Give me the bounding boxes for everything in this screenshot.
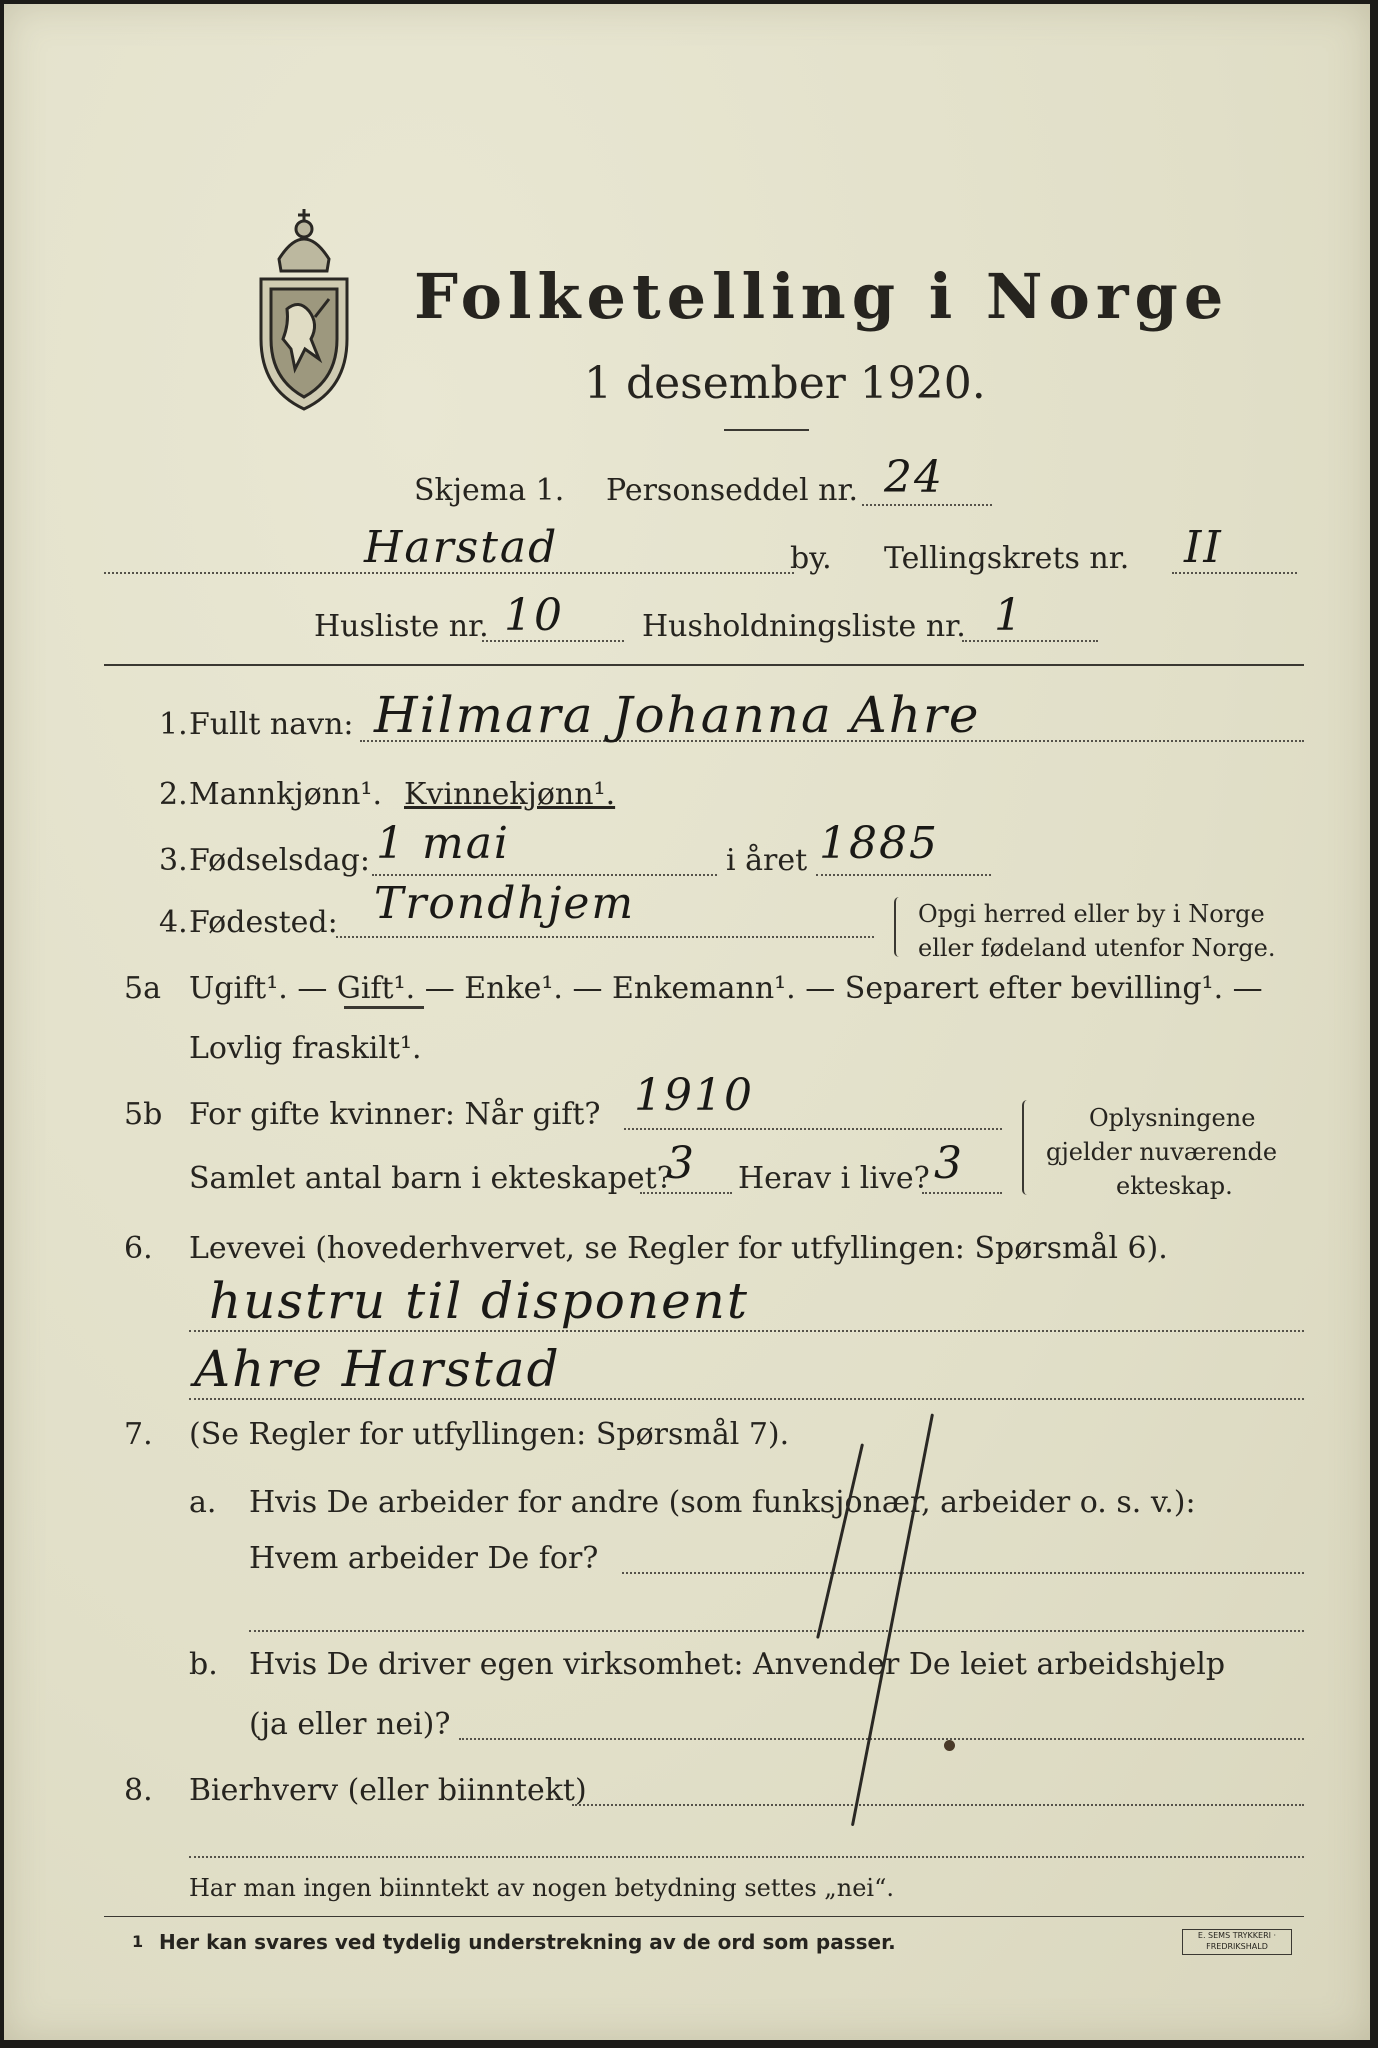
q7a-field-line-extra[interactable] bbox=[249, 1630, 1304, 1632]
personseddel-field-line bbox=[862, 504, 992, 506]
q1-label: Fullt navn: bbox=[189, 707, 354, 742]
q8-field-line-extra[interactable] bbox=[189, 1856, 1304, 1858]
q5b-note-line2: gjelder nuværende bbox=[1046, 1138, 1278, 1166]
q4-label: Fødested: bbox=[189, 905, 338, 940]
q7b-question-line2: (ja eller nei)? bbox=[249, 1707, 451, 1742]
q4-note-line1: Opgi herred eller by i Norge bbox=[918, 900, 1265, 928]
q2-mann-option[interactable]: Mannkjønn¹. bbox=[189, 777, 382, 812]
census-form-sheet bbox=[4, 4, 1370, 2040]
q5b-barn-field-line bbox=[640, 1192, 732, 1194]
husholdning-value[interactable]: 1 bbox=[994, 590, 1024, 641]
q4-birthplace-value[interactable]: Trondhjem bbox=[374, 878, 636, 929]
q6-number: 6. bbox=[124, 1231, 153, 1266]
q5b-note-line1: Oplysningene bbox=[1089, 1104, 1256, 1132]
q8-label: Bierhverv (eller biinntekt) bbox=[189, 1773, 587, 1808]
q5b-live-field-line bbox=[922, 1192, 1002, 1194]
husholdning-label: Husholdningsliste nr. bbox=[642, 609, 966, 644]
husliste-value[interactable]: 10 bbox=[504, 590, 564, 641]
printer-stamp-text: E. SEMS TRYKKERI · FREDRIKSHALD bbox=[1197, 1931, 1277, 1951]
printer-stamp bbox=[1182, 1929, 1292, 1955]
q7b-letter: b. bbox=[189, 1647, 218, 1682]
personseddel-value[interactable]: 24 bbox=[884, 452, 944, 503]
q5b-note-line3: ekteskap. bbox=[1116, 1172, 1233, 1200]
q7b-question: Hvis De driver egen virksomhet: Anvender De leiet arbeidshjelp bbox=[249, 1647, 1226, 1682]
q1-number: 1. bbox=[159, 707, 188, 742]
q1-full-name-value[interactable]: Hilmara Johanna Ahre bbox=[374, 686, 981, 744]
norwegian-coat-of-arms-icon bbox=[249, 199, 359, 414]
q4-field-line bbox=[336, 936, 874, 938]
q5b-live-value[interactable]: 3 bbox=[934, 1138, 964, 1189]
footnote-separator bbox=[104, 1916, 1304, 1917]
pen-stroke-2 bbox=[816, 1443, 864, 1639]
q5a-number: 5a bbox=[124, 971, 161, 1006]
by-label: by. bbox=[790, 541, 832, 576]
form-title: Folketelling i Norge bbox=[414, 260, 1230, 333]
q6-occupation-line1[interactable]: hustru til disponent bbox=[209, 1272, 749, 1330]
q6-occupation-line2[interactable]: Ahre Harstad bbox=[194, 1340, 561, 1398]
q3-day-field-line bbox=[372, 874, 717, 876]
q3-year-label: i året bbox=[726, 843, 808, 878]
header-separator bbox=[104, 664, 1304, 666]
q5b-year-field-line bbox=[624, 1128, 1002, 1130]
q3-label: Fødselsdag: bbox=[189, 843, 370, 878]
q5a-option-fraskilt[interactable]: Lovlig fraskilt¹. bbox=[189, 1031, 422, 1066]
q5b-note-brace bbox=[1022, 1100, 1032, 1195]
q5b-barn-label: Samlet antal barn i ekteskapet? bbox=[189, 1161, 673, 1196]
q5b-label: For gifte kvinner: Når gift? bbox=[189, 1097, 601, 1132]
q6-field-line2 bbox=[189, 1398, 1304, 1400]
q6-field-line1 bbox=[189, 1330, 1304, 1332]
q8-field-line[interactable] bbox=[572, 1804, 1304, 1806]
title-divider bbox=[724, 429, 809, 431]
q3-year-field-line bbox=[816, 874, 991, 876]
tellingskrets-label: Tellingskrets nr. bbox=[884, 541, 1130, 576]
footnote-text: Her kan svares ved tydelig understrekning av de ord som passer. bbox=[159, 1930, 896, 1954]
q4-note-line2: eller fødeland utenfor Norge. bbox=[918, 934, 1276, 962]
personseddel-label: Personseddel nr. bbox=[606, 473, 859, 508]
tellingskrets-value[interactable]: II bbox=[1184, 522, 1223, 573]
husholdning-field-line bbox=[962, 640, 1098, 642]
q5a-gift-underline bbox=[344, 1006, 424, 1009]
q5b-year-value[interactable]: 1910 bbox=[634, 1070, 754, 1121]
husliste-label: Husliste nr. bbox=[314, 609, 489, 644]
q7a-letter: a. bbox=[189, 1485, 217, 1520]
q6-label: Levevei (hovederhvervet, se Regler for utfyllingen: Spørsmål 6). bbox=[189, 1231, 1168, 1266]
q5b-number: 5b bbox=[124, 1097, 163, 1132]
q7a-question-line2: Hvem arbeider De for? bbox=[249, 1541, 599, 1576]
q2-kvinne-option[interactable]: Kvinnekjønn¹. bbox=[404, 777, 616, 812]
q7-label: (Se Regler for utfyllingen: Spørsmål 7). bbox=[189, 1417, 790, 1452]
q7b-field-line[interactable] bbox=[459, 1738, 1304, 1740]
q3-birthday-value[interactable]: 1 mai bbox=[376, 818, 511, 869]
q7-number: 7. bbox=[124, 1417, 153, 1452]
q4-number: 4. bbox=[159, 905, 188, 940]
q7a-field-line[interactable] bbox=[622, 1572, 1304, 1574]
bottom-note: Har man ingen biinntekt av nogen betydning settes „nei“. bbox=[189, 1874, 894, 1902]
form-subtitle: 1 desember 1920. bbox=[584, 358, 986, 409]
q5b-live-label: Herav i live? bbox=[738, 1161, 930, 1196]
q8-number: 8. bbox=[124, 1773, 153, 1808]
q3-year-value[interactable]: 1885 bbox=[819, 818, 939, 869]
skjema-label: Skjema 1. bbox=[414, 473, 565, 508]
ink-spot bbox=[944, 1740, 955, 1751]
q3-number: 3. bbox=[159, 843, 188, 878]
by-value[interactable]: Harstad bbox=[364, 522, 559, 573]
q5b-barn-value[interactable]: 3 bbox=[666, 1138, 696, 1189]
footnote-mark: 1 bbox=[132, 1932, 144, 1951]
q2-number: 2. bbox=[159, 777, 188, 812]
q5a-marital-options[interactable]: Ugift¹. — Gift¹. — Enke¹. — Enkemann¹. — Separert efter bevilling¹. — bbox=[189, 971, 1263, 1006]
q7a-question: Hvis De arbeider for andre (som funksjonær, arbeider o. s. v.): bbox=[249, 1485, 1196, 1520]
pen-stroke-1 bbox=[851, 1413, 934, 1826]
q4-note-brace bbox=[894, 897, 904, 957]
